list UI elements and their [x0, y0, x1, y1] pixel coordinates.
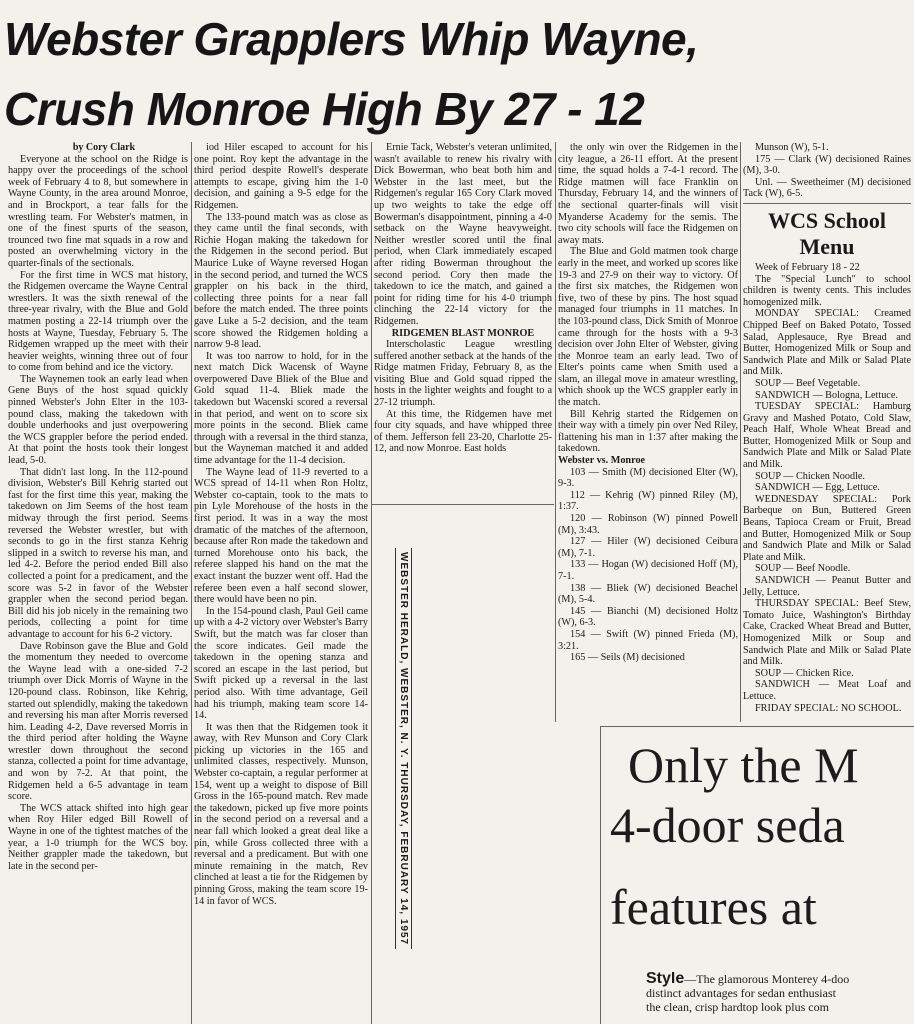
result-line: 103 — Smith (M) decisioned Elter (W), 9-3. [558, 466, 738, 490]
result-line: 154 — Swift (W) pinned Frieda (M), 3:21. [558, 628, 738, 652]
ad-body-line-3: the clean, crisp hardtop look plus com [646, 1000, 829, 1014]
column-rule [191, 142, 192, 1024]
article-paragraph: The WCS attack shifted into high gear when Roy Hiler edged Bill Rowell of Wayne in one of the tightest matches of the year, a 1-0 triumph for the WCS boy. Neither grappler made the takedown, but late in the second per- [8, 802, 188, 872]
ad-headline-line-2: 4-door seda [610, 797, 845, 853]
menu-item: SOUP — Beef Vegetable. [755, 377, 861, 389]
ad-border [600, 726, 914, 727]
menu-item: The "Special Lunch" to school children is twenty cents. This includes homogenized milk. [743, 273, 911, 308]
ad-body [646, 972, 914, 1014]
result-line: 112 — Kehrig (W) pinned Riley (M), 1:37. [558, 489, 738, 513]
article-paragraph: For the first time in WCS mat history, the Ridgemen overcame the Wayne Central wrestlers. It was the sixth renewal of the three-year rivalry, with the Blue and Gold matmen posting a 22-14 triumph over the hosts at Wayne, Tuesday, February 5. The Ridgemen wrapped up the meet with their heavier weights, winning three out of four to come from behind and ice the victory. [8, 269, 188, 374]
article-paragraph: The Blue and Gold matmen took charge early in the meet, and worked up scores like 19-3 and 27-9 on their way to victory. Of the first six matches, the Ridgemen won five, two of these by pins. The host squad managed four triumphs in 11 matches. In the 103-pound class, Dick Smith of Monroe came through for the hosts with a 9-3 decision over John Elter of Webster, giving the Monroe team an early lead. Two of Elter's points came when Smith used a slam, an illegal move in amateur wrestling, which shook up the WCS grappler early in the match. [558, 246, 738, 409]
menu-item: SOUP — Beef Noodle. [755, 563, 851, 575]
column-rule [372, 504, 554, 505]
ad-body-lead: Style [646, 972, 685, 987]
article-paragraph: The Waynemen took an early lead when Gene Buys of the host squad quickly pinned Webster's John Elter in the 103-pound class, making the takedown with double underhooks and just overpowering the WCS grappler before the period ended. At that point the hosts took their longest lead, 5-0. [8, 373, 188, 467]
column-rule [743, 203, 911, 204]
article-paragraph: Ernie Tack, Webster's veteran unlimited, wasn't available to renew his rivalry with Dick Bowerman, who beat both him and Webster in the last meet, but the Ridgemen's regular 165 Cory Clark moved up two weights to take the edge off Bowerman's disappointment, pinning a 4-0 setback on the Wayne heavyweight. Neither wrestler scored until the final period, when Clark immediately escaped after riding Bowerman throughout the second period. Cory then made the takedown to ice the match, and gained a point for riding time for his 4-0 triumph clinching the 22-14 victory for the Ridgemen. [374, 142, 552, 327]
ad-body-line-1: —The glamorous Monterey 4-doo [684, 972, 850, 986]
headline-line-2: Crush Monroe High By 27 - 12 [4, 83, 645, 135]
headline-line-1: Webster Grapplers Whip Wayne, [4, 13, 699, 65]
menu-item: SANDWICH — Peanut Butter and Jelly, Lettuce. [743, 575, 911, 598]
article-paragraph: iod Hiler escaped to account for his one point. Roy kept the advantage in the third period despite Rowell's desperate attempts to escape, giving him the 1-0 decision, and gaining a 9-5 edge for the Ridgemen. [194, 142, 368, 211]
article-column-1 [8, 142, 188, 1024]
ad-body-line-2: distinct advantages for sedan enthusiast [646, 986, 836, 1000]
result-line: 120 — Robinson (W) pinned Powell (M), 3:43. [558, 513, 738, 536]
results-header: Webster vs. Monroe [558, 455, 646, 467]
menu-item: THURSDAY SPECIAL: Beef Stew, Tomato Juice, Washington's Birthday Cake, Cracked Wheat Bread and Butter, Homogenized Milk or Soup and Sandwich Plate and Milk or Salad Plate and Milk. [743, 598, 911, 668]
article-paragraph: That didn't last long. In the 112-pound division, Webster's Bill Kehrig started out fast for the first time this year, making the takedown on Jim Seems of the host team midway through the first period. Seems reversed the Webster wrestler, but with seconds to go in the first stanza Kehrig slipped in a switch to reverse his man, and led 4-2. Before the period ended Bill also collected a point for a predicament, and the score was 5-2 in favor of the Webster grappler when the second period began. Bill did his job nicely in the remaining two periods, collecting a point for time advantage to account for his 6-2 victory. [8, 466, 188, 640]
article-paragraph: Bill Kehrig started the Ridgemen on their way with a timely pin over Ned Riley, flattening his man in 1:37 after making the takedown. [558, 408, 738, 455]
menu-item: MONDAY SPECIAL: Creamed Chipped Beef on Baked Potato, Tossed Salad, Applesauce, Rye Bread and Butter, Homogenized Milk or Soup and Sandwich Plate and Milk or Salad Plate and Milk. [743, 308, 911, 378]
column-rule [371, 142, 372, 1024]
column-rule [555, 142, 556, 722]
results-list [558, 467, 738, 664]
newspaper-dateline: WEBSTER HERALD, WEBSTER, N. Y. THURSDAY, FEBRUARY 14, 1957 [395, 548, 412, 949]
article-paragraph: the only win over the Ridgemen in the city league, a 26-11 effort. At the present time, the squad holds a 7-4-1 record. The Ridge matmen will face Franklin on Thursday, February 14, and the winners of the sectional quarter-finals will visit Myanderse Academy for the semis. The two city schools will face the Ridgemen on away mats. [558, 142, 738, 246]
headline [4, 4, 724, 144]
menu-item: SANDWICH — Meat Loaf and Lettuce. [743, 679, 911, 702]
article-paragraph: The Wayne lead of 11-9 reverted to a WCS spread of 14-11 when Ron Holtz, Webster co-captain, took to the mats to pin Lyle Morehouse of the hosts in the first period. It was in a way the most dramatic of the matches of the afternoon, because after Ron made the takedown and turned Morehouse onto his back, the referee slapped his hand on the mat the exact instant the buzzer went off. Had the referee been even a half second slower, there would have been no pin. [194, 466, 368, 606]
article-paragraph: At this time, the Ridgemen have met four city squads, and have whipped three of them. Jefferson fell 23-20, Charlotte 25-12, and now Monroe. East holds [374, 408, 552, 455]
menu-item: SOUP — Chicken Noodle. [755, 470, 865, 482]
result-line: 133 — Hogan (W) decisioned Hoff (M), 7-1. [558, 559, 738, 582]
byline: by Cory Clark [72, 142, 136, 153]
menu-item: WEDNESDAY SPECIAL: Pork Barbeque on Bun, Buttered Green Beans, Tapioca Cream or Fruit, Bread and Butter, Homogenized Milk or Soup and Sandwich Plate and Milk or Salad Plate and Milk. [743, 493, 911, 563]
menu-column [743, 142, 911, 722]
menu-item: SOUP — Chicken Rice. [755, 667, 854, 679]
article-paragraph: Everyone at the school on the Ridge is happy over the proceedings of the school week of February 4 to 8, but somewhere in Wayne County, in the area around Monroe, and in Brockport, a tear falls for the wrestling team. For Webster's matmen, in one of the finest spurts of the season, trounced two fine mat squads in a row and posted an overwhelming victory in the quarter-finals of the sectionals. [8, 153, 188, 269]
article-paragraph: It was too narrow to hold, for in the next match Dick Wacensk of Wayne overpowered Dave Bliek of the Blue and Gold squad 11-4. Bliek made the takedown but Wacenski scored a reversal in that period, and went on to score six more points in the second. Bliek came through with a reversal in the third stanza, but the Wayneman matched it and added time advantage for the 11-4 decision. [194, 350, 368, 467]
result-line: 138 — Bliek (W) decisioned Beachel (M), 5-4. [558, 582, 738, 606]
article-column-2 [194, 142, 368, 1024]
article-column-3 [374, 142, 552, 502]
article-paragraph: Interscholastic League wrestling suffered another setback at the hands of the Ridge matmen Friday, February 8, as the visiting Blue and Gold squad ripped the hosts in the lighter weights and fought to a 27-12 triumph. [374, 339, 552, 409]
menu-item: TUESDAY SPECIAL: Hamburg Gravy and Mashed Potato, Cold Slaw, Peach Half, Whole Wheat Bread and Butter, Homogenized Milk or Soup and Sandwich Plate and Milk or Salad Plate and Milk. [743, 401, 911, 471]
ad-border [600, 726, 601, 1024]
article-paragraph: In the 154-pound clash, Paul Geil came up with a 4-2 victory over Webster's Barry Swift, but the match was far closer than the score indicates. Geil made the takedown in the opening stanza and scored an escape in the last period, but Swift picked up a reversal in the last period also. With time advantage, Geil had his triumph, making team score 14-14. [194, 605, 368, 722]
ad-headline-line-3: features at [610, 879, 817, 935]
article-paragraph: It was then that the Ridgemen took it away, with Rev Munson and Cory Clark picking up victories in the 165 and unlimited classes, respectively. Munson, Webster co-captain, a regular performer at 154, went up a weight to dispose of Bill Gross in the 165-pound match. Rev made the takedown, picked up five more points in the second period on a reversal and a near fall which looked a great deal like a pin, while Gross collected three with a reversal and a predicament. But with one minute remaining in the match, Rev clinched at least a tie for the Ridgemen by pinning Gross, making the team score 19-14 in favor of WCS. [194, 721, 368, 907]
menu-item: SANDWICH — Egg, Lettuce. [755, 482, 880, 494]
result-line: 145 — Bianchi (M) decisioned Holtz (W), 6-3. [558, 605, 738, 629]
menu-item: SANDWICH — Bologna, Lettuce. [755, 389, 898, 401]
menu-title: WCS School Menu [768, 207, 886, 259]
subhead-ridgemen-blast-monroe: RIDGEMEN BLAST MONROE [391, 327, 535, 339]
result-line: Unl. — Sweetheimer (M) decisioned Tack (W), 6-5. [743, 176, 911, 200]
article-column-4 [558, 142, 738, 722]
ad-headline-line-1: Only the M [628, 737, 859, 793]
menu-item: Week of February 18 - 22 [755, 261, 860, 273]
menu-item: FRIDAY SPECIAL: NO SCHOOL. [755, 702, 902, 714]
article-paragraph: Dave Robinson gave the Blue and Gold the momentum they needed to overcome the Wayne lead with a one-sided 7-2 triumph over Dick Morris of Wayne in the 120-pound class. Robinson, like Kehrig, started out splendidly, making the takedown and reversing his man after Morris reversed him. Leading 4-2, Dave reversed Morris in the third period after holding the Wayne wrestler down throughout the second stanza, collected a point for time advantage, and won by 7-2. At that point, the Ridgemen held a 6-5 advantage in team score. [8, 640, 188, 803]
column-rule [740, 142, 741, 722]
result-line: 127 — Hiler (W) decisioned Ceibura (M), 7-1. [558, 536, 738, 559]
result-line: Munson (W), 5-1. [755, 142, 829, 153]
result-line: 165 — Seils (M) decisioned [570, 652, 685, 664]
article-paragraph: The 133-pound match was as close as they came until the final seconds, with Richie Hogan making the takedown for the Ridgemen in the second period. But Maurice Luke of Wayne reversed Hogan in the second period, and turned the WCS grappler on his back in the third, collecting three points for a near fall before the match ended. The three points gave Luke a 5-2 decision, and the team score showed the Ridgemen holding a narrow 9-8 lead. [194, 211, 368, 351]
result-line: 175 — Clark (W) decisioned Raines (M), 3-0. [743, 153, 911, 177]
